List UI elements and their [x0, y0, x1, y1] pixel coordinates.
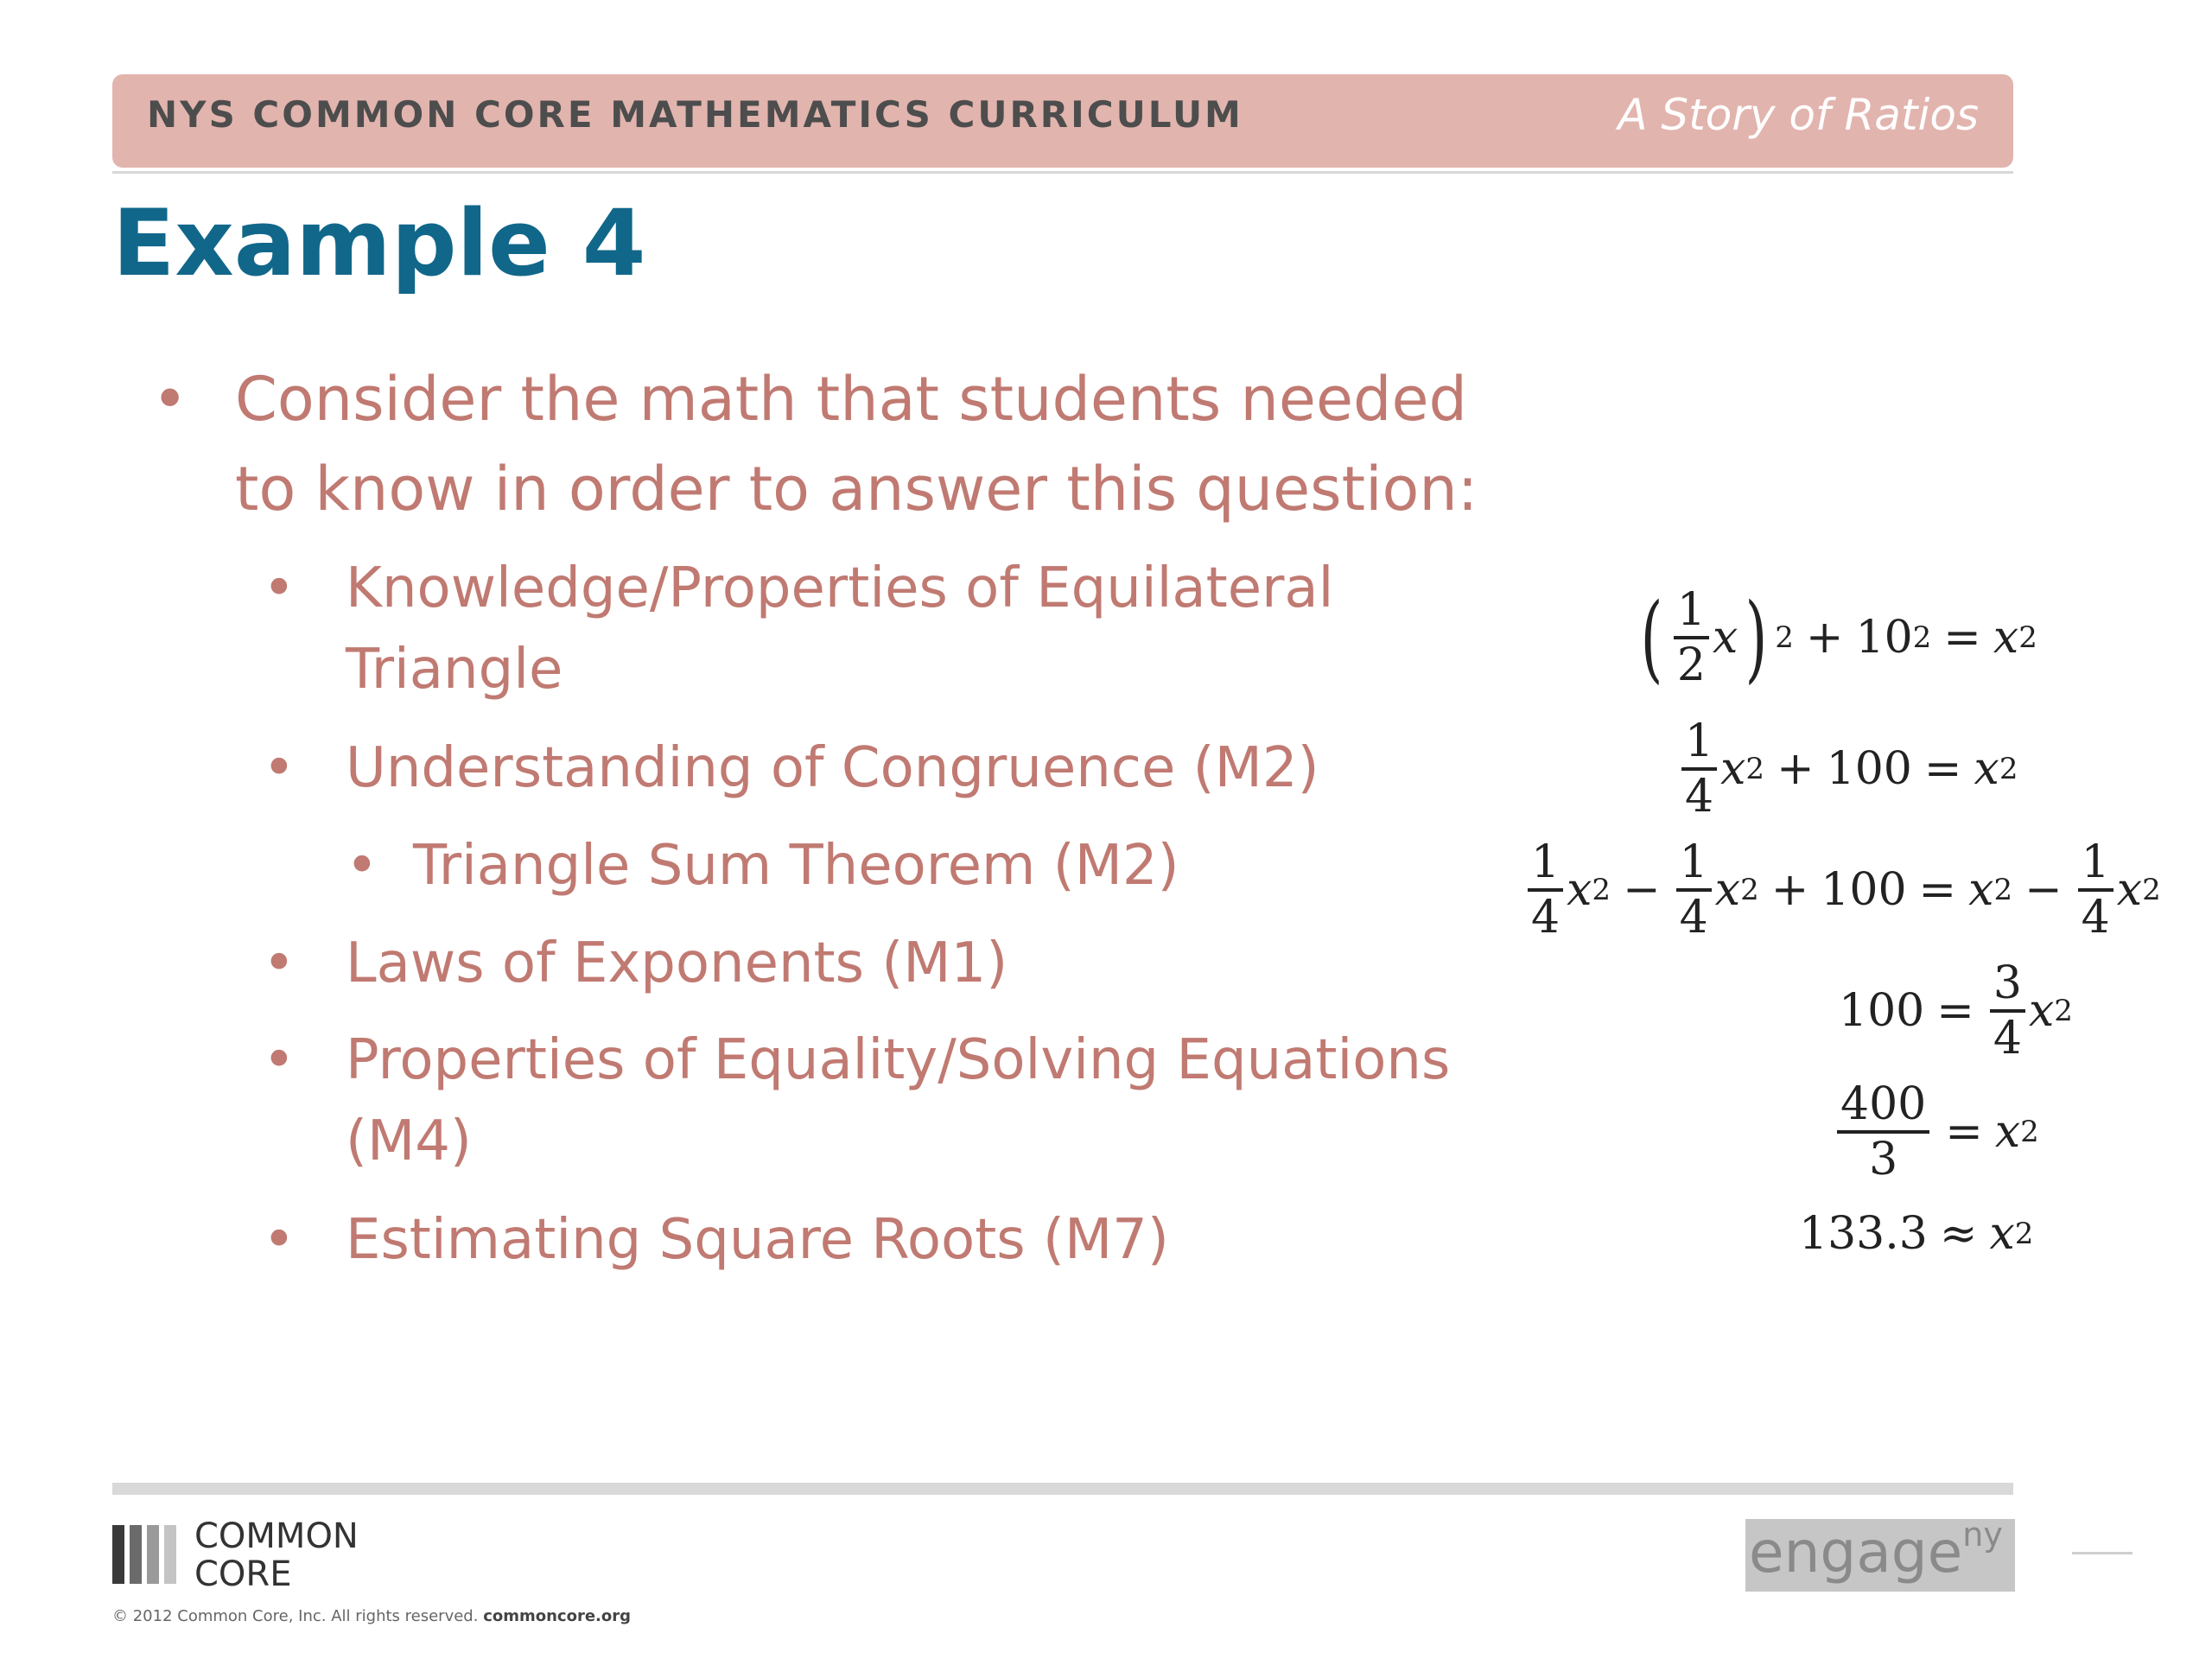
bullet-dot: •	[263, 931, 296, 995]
bullet-main	[152, 354, 1478, 534]
engageny-logo: engage$^{ny}$	[1745, 1519, 2015, 1592]
bullet-item-equilateral	[263, 548, 1334, 710]
equation-line-2: $\frac{1}{4}$ x 2 + 100 = x 2	[1678, 719, 2018, 819]
equation-line-4: 100 = $\frac{3}{4}$ x 2	[1839, 957, 2073, 1065]
equation-line-6: 133.3 ≈ x 2	[1799, 1208, 2034, 1260]
bullet-item-label: Estimating Square Roots (M7)	[346, 1208, 1169, 1272]
equation-line-5: $\frac{400}{3}$ = x 2	[1834, 1082, 2039, 1182]
bullet-main-line1: Consider the math that students needed	[235, 364, 1467, 435]
bullet-item-label-cont: (M4)	[346, 1109, 472, 1173]
bullet-item-triangle-sum	[346, 825, 1179, 906]
bullet-item-label: Knowledge/Properties of Equilateral	[346, 556, 1334, 620]
bullet-dot: •	[346, 834, 378, 898]
bullet-dot: •	[263, 736, 296, 800]
page-title: Example 4	[112, 190, 646, 296]
bullet-dot: •	[152, 364, 188, 435]
header-band	[112, 74, 2013, 168]
header-divider	[112, 171, 2013, 174]
bullet-item-congruence	[263, 728, 1319, 809]
series-subtitle: A Story of Ratios	[1618, 90, 1979, 140]
bullet-item-label: Properties of Equality/Solving Equations	[346, 1028, 1451, 1092]
bullet-dot: •	[263, 556, 296, 620]
bullet-item-label: Understanding of Congruence (M2)	[346, 736, 1319, 800]
equation-line-3: $\frac{1}{4}$ x 2 − $\frac{1}{4}$ x 2 + 100 = x 2 − $\frac{1}{4}$ x 2	[1524, 840, 2161, 940]
common-core-logo-icon	[112, 1525, 181, 1584]
bullet-item-equality	[263, 1020, 1451, 1182]
bullet-main-line2: to know in order to answer this question:	[235, 454, 1478, 524]
bullet-item-label-cont: Triangle	[346, 638, 563, 702]
footer-divider	[112, 1483, 2013, 1495]
equation-line-1: ( $\frac{1}{2}$ x ) 2 + 10 2 = x 2	[1640, 582, 2037, 693]
common-core-logo-text: COMMON CORE	[194, 1516, 359, 1594]
bullet-item-label: Laws of Exponents (M1)	[346, 931, 1008, 995]
bullet-dot: •	[263, 1028, 296, 1092]
copyright-notice: © 2012 Common Core, Inc. All rights reserved. commoncore.org	[112, 1607, 632, 1625]
curriculum-title: NYS COMMON CORE MATHEMATICS CURRICULUM	[147, 93, 1243, 136]
bullet-item-label: Triangle Sum Theorem (M2)	[413, 834, 1179, 898]
copyright-link[interactable]: commoncore.org	[483, 1607, 632, 1625]
bullet-dot: •	[263, 1208, 296, 1272]
bullet-item-square-roots	[263, 1199, 1169, 1281]
bullet-item-exponents	[263, 923, 1008, 1004]
page-marker	[2072, 1552, 2133, 1554]
